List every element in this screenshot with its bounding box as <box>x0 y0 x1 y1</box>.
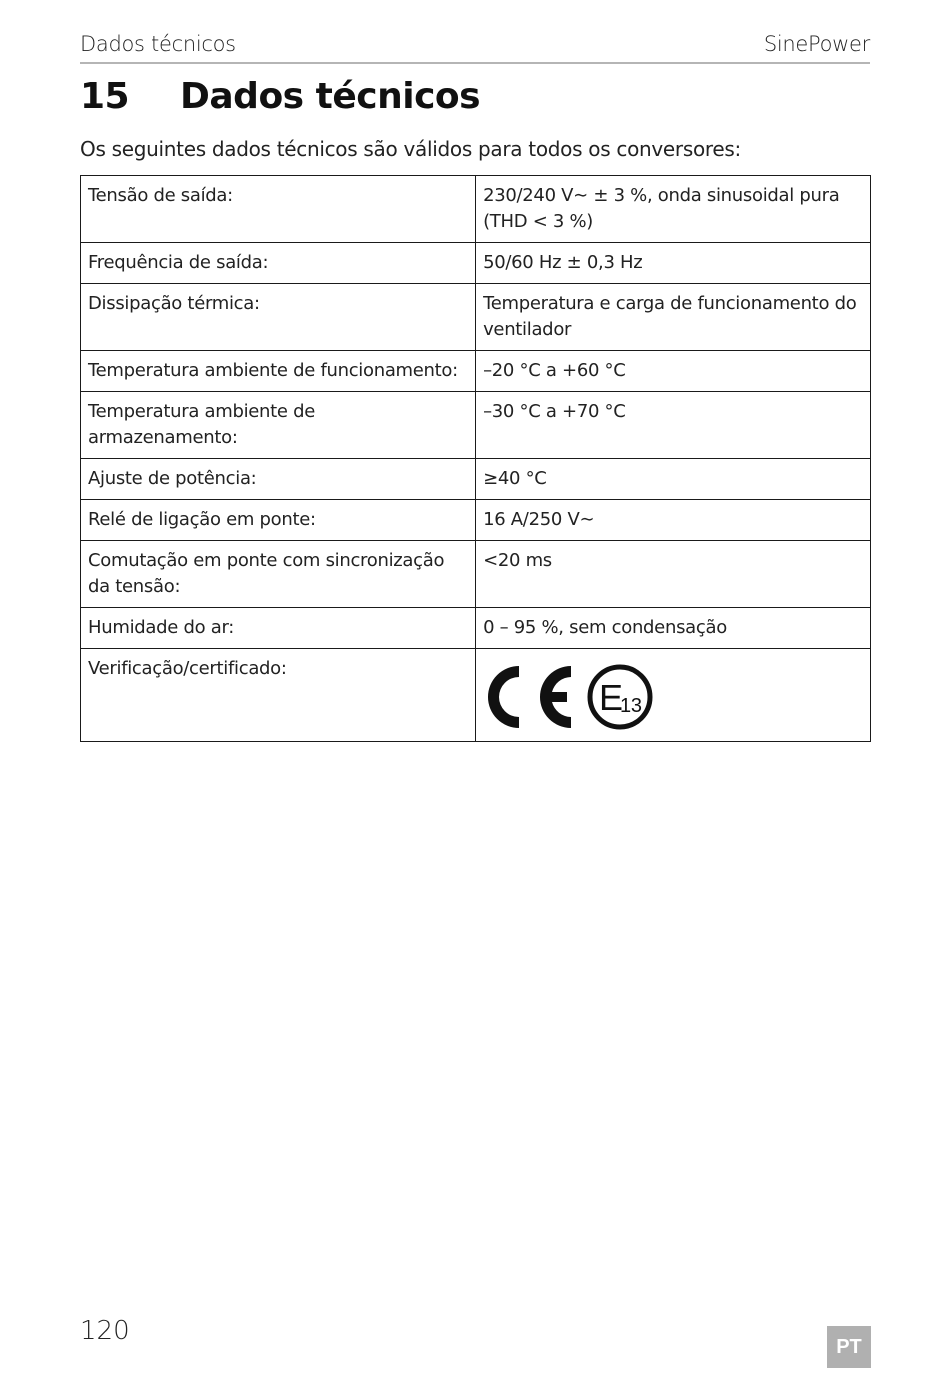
certification-marks <box>483 662 863 732</box>
table-row <box>81 459 871 500</box>
spec-value: 50/60 Hz ± 0,3 Hz <box>476 243 871 284</box>
header-section-title: Dados técnicos <box>80 32 236 56</box>
spec-label: Comutação em ponte com sincronização da tensão: <box>81 541 476 608</box>
spec-value: ≥40 °C <box>476 459 871 500</box>
table-row <box>81 649 871 742</box>
spec-label: Temperatura ambiente de armazenamento: <box>81 392 476 459</box>
page-header <box>80 30 870 64</box>
spec-label: Dissipação térmica: <box>81 284 476 351</box>
spec-value: 230/240 V∼ ± 3 %, onda sinusoidal pura (THD < 3 %) <box>476 176 871 243</box>
spec-value: 16 A/250 V∼ <box>476 500 871 541</box>
chapter-title: Dados técnicos <box>180 76 481 117</box>
language-badge: PT <box>827 1326 871 1368</box>
intro-paragraph: Os seguintes dados técnicos são válidos para todos os conversores: <box>80 137 741 161</box>
spec-label: Humidade do ar: <box>81 608 476 649</box>
table-row <box>81 392 871 459</box>
table-row <box>81 176 871 243</box>
spec-value: Temperatura e carga de funcionamento do ventilador <box>476 284 871 351</box>
ce-mark-icon <box>483 662 575 732</box>
e13-mark-icon <box>585 662 655 732</box>
spec-value: 0 – 95 %, sem condensação <box>476 608 871 649</box>
specs-table <box>80 175 871 742</box>
spec-label: Relé de ligação em ponte: <box>81 500 476 541</box>
table-row <box>81 284 871 351</box>
table-row <box>81 608 871 649</box>
spec-label: Ajuste de potência: <box>81 459 476 500</box>
spec-value: <20 ms <box>476 541 871 608</box>
spec-label: Tensão de saída: <box>81 176 476 243</box>
spec-label: Verificação/certificado: <box>81 649 476 742</box>
spec-value: –20 °C a +60 °C <box>476 351 871 392</box>
e-mark-letter: E <box>599 677 623 718</box>
spec-label: Temperatura ambiente de funcionamento: <box>81 351 476 392</box>
page-number: 120 <box>80 1316 130 1346</box>
table-row <box>81 500 871 541</box>
spec-value: –30 °C a +70 °C <box>476 392 871 459</box>
certification-marks-cell <box>476 649 871 742</box>
header-product-name: SinePower <box>763 32 870 56</box>
table-row <box>81 541 871 608</box>
e-mark-number: 13 <box>620 695 642 717</box>
chapter-number: 15 <box>80 76 130 117</box>
table-row <box>81 243 871 284</box>
spec-label: Frequência de saída: <box>81 243 476 284</box>
table-row <box>81 351 871 392</box>
